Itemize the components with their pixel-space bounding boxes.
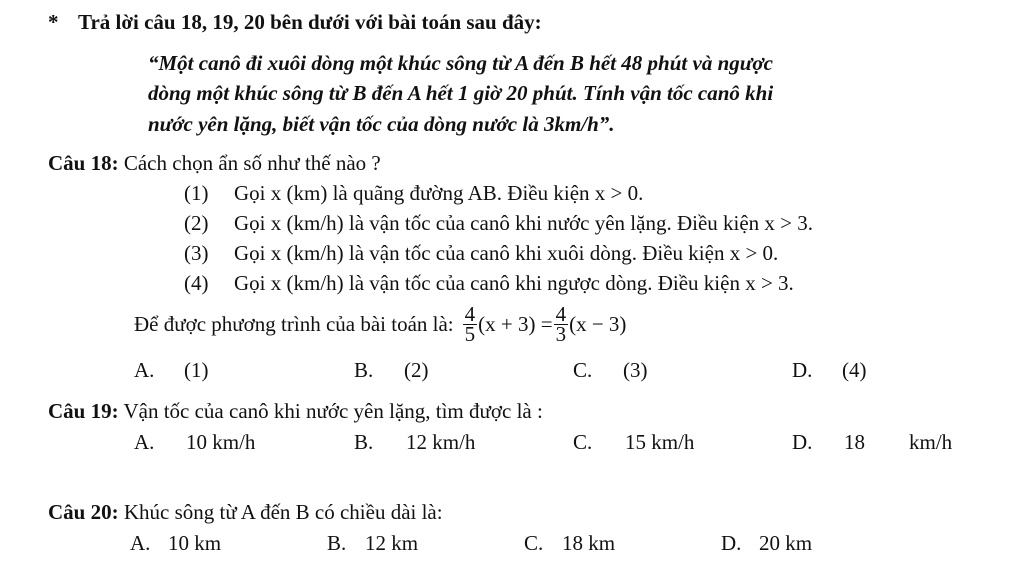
- q18-choice-1-num: (1): [184, 181, 209, 205]
- question-19: [48, 399, 543, 423]
- q19-option-c-letter: C.: [573, 430, 593, 454]
- problem-line-2: dòng một khúc sông từ B đến A hết 1 giờ 20 phút. Tính vận tốc canô khi: [148, 81, 774, 105]
- q18-equation-prefix: Để được phương trình của bài toán là:: [134, 312, 454, 336]
- question-20-label: Câu 20:: [48, 500, 119, 524]
- q20-option-c-value: 18 km: [562, 531, 616, 555]
- fraction-4-5: [463, 301, 478, 346]
- q18-choice-3-num: (3): [184, 241, 209, 265]
- question-19-text: Vận tốc của canô khi nước yên lặng, tìm được là :: [123, 399, 543, 423]
- fraction-2-numerator: 4: [555, 301, 567, 326]
- q18-choice-3-text: Gọi x (km/h) là vận tốc của canô khi xuôi dòng. Điều kiện x > 0.: [234, 241, 779, 265]
- q20-option-b-value: 12 km: [365, 531, 419, 555]
- q18-option-a-value: (1): [184, 358, 209, 382]
- q19-option-d-letter: D.: [792, 430, 813, 454]
- q19-option-b-letter: B.: [354, 430, 374, 454]
- q20-option-b-letter: B.: [327, 531, 347, 555]
- fraction-1-denominator: 5: [464, 321, 476, 346]
- q18-option-c-letter: C.: [573, 358, 593, 382]
- question-18-label: Câu 18:: [48, 151, 119, 175]
- q18-choice-4-num: (4): [184, 271, 209, 295]
- q18-option-d-letter: D.: [792, 358, 813, 382]
- q19-option-d-unit: km/h: [909, 430, 953, 454]
- question-18: [48, 151, 381, 175]
- fraction-2-denominator: 3: [555, 321, 567, 346]
- question-20-text: Khúc sông từ A đến B có chiều dài là:: [123, 500, 443, 524]
- q20-option-d-value: 20 km: [759, 531, 813, 555]
- fraction-1-numerator: 4: [464, 301, 476, 326]
- problem-line-3: nước yên lặng, biết vận tốc của dòng nước là 3km/h”.: [148, 112, 615, 136]
- q19-option-b-value: 12 km/h: [406, 430, 476, 454]
- q20-option-d-letter: D.: [721, 531, 742, 555]
- question-20: [48, 500, 443, 524]
- q20-option-a-letter: A.: [130, 531, 151, 555]
- q18-option-b-letter: B.: [354, 358, 374, 382]
- q18-choice-1-text: Gọi x (km) là quãng đường AB. Điều kiện x > 0.: [234, 181, 644, 205]
- q18-choice-2-text: Gọi x (km/h) là vận tốc của canô khi nước yên lặng. Điều kiện x > 3.: [234, 211, 814, 235]
- q18-option-c-value: (3): [623, 358, 648, 382]
- q20-option-c-letter: C.: [524, 531, 544, 555]
- q18-choice-2-num: (2): [184, 211, 209, 235]
- fraction-4-3: [554, 301, 569, 346]
- question-19-label: Câu 19:: [48, 399, 119, 423]
- intro-title: Trả lời câu 18, 19, 20 bên dưới với bài toán sau đây:: [78, 10, 542, 34]
- q19-option-a-value: 10 km/h: [186, 430, 256, 454]
- q19-option-d-value: 18: [844, 430, 865, 454]
- equation-end: (x − 3): [569, 312, 627, 336]
- q20-option-a-value: 10 km: [168, 531, 222, 555]
- q18-equation-line: [134, 300, 626, 348]
- q19-option-c-value: 15 km/h: [625, 430, 695, 454]
- equation-middle: (x + 3) =: [478, 312, 553, 336]
- q19-option-a-letter: A.: [134, 430, 155, 454]
- q18-option-b-value: (2): [404, 358, 429, 382]
- q18-choice-4-text: Gọi x (km/h) là vận tốc của canô khi ngược dòng. Điều kiện x > 3.: [234, 271, 794, 295]
- q18-option-d-value: (4): [842, 358, 867, 382]
- question-18-text: Cách chọn ẩn số như thế nào ?: [123, 151, 381, 175]
- intro-bullet: *: [48, 10, 59, 34]
- problem-line-1: “Một canô đi xuôi dòng một khúc sông từ A đến B hết 48 phút và ngược: [148, 51, 773, 75]
- q18-option-a-letter: A.: [134, 358, 155, 382]
